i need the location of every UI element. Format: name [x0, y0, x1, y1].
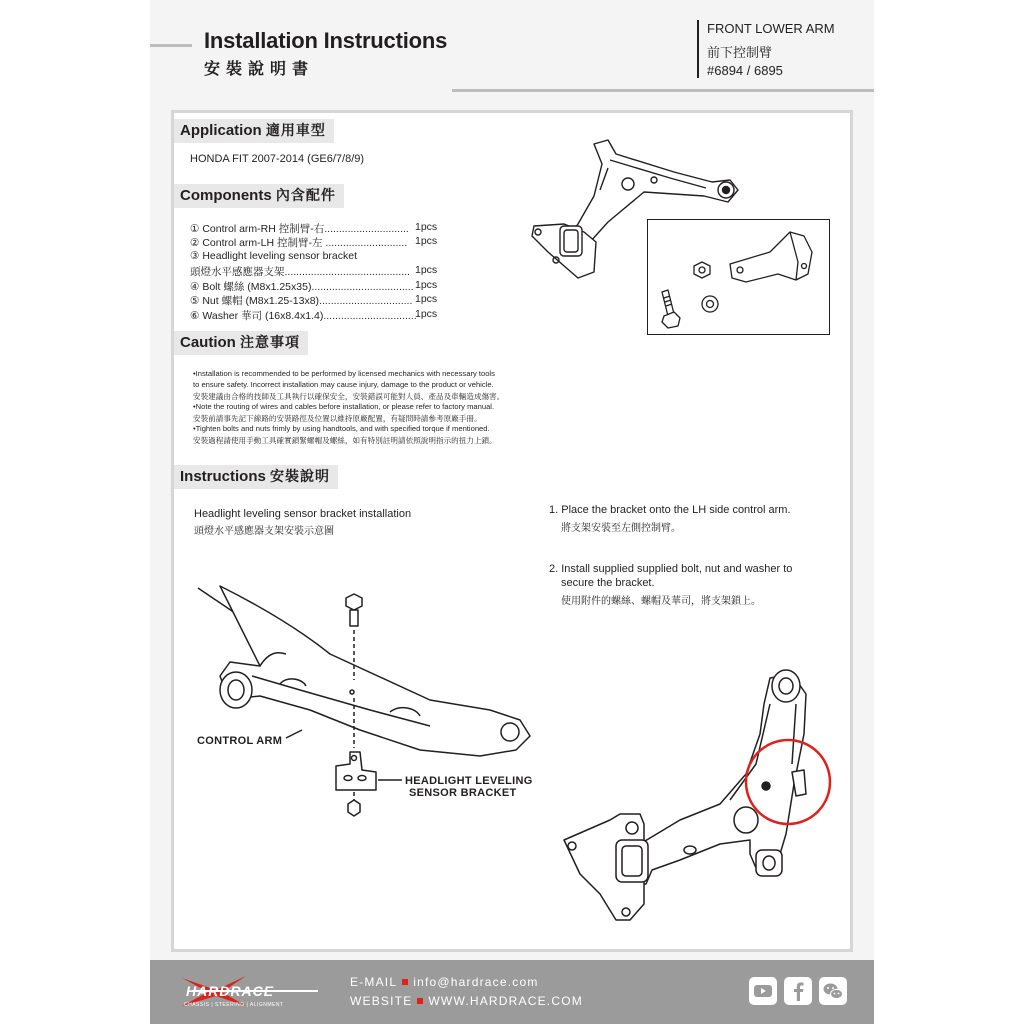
- part-numbers: #6894 / 6895: [707, 63, 783, 78]
- website-label: WEBSITE: [350, 994, 413, 1008]
- installed-diagram: [560, 664, 840, 924]
- component-qty: 1pcs: [415, 221, 438, 233]
- header-rule-left: [150, 44, 192, 47]
- caution-heading: [174, 331, 308, 355]
- caution-line: 安裝建議由合格的技師及工具執行以確保安全，安裝錯誤可能對人員、產品及車輛造成傷害。: [193, 392, 505, 401]
- caution-line: •Note the routing of wires and cables before installation, or please refer to factory manual.: [193, 402, 495, 411]
- bullet-square: [402, 979, 408, 985]
- application-heading: [174, 119, 334, 143]
- caution-line: 安裝前請事先記下線路的安裝路徑及位置以維持原廠配置，有疑問時請參考原廠手冊。: [193, 414, 482, 423]
- brand-tagline: CHASSIS | STEERING | ALIGNMENT: [184, 1002, 284, 1008]
- component-qty: 1pcs: [415, 293, 438, 305]
- instructions-heading-zh: 安裝說明: [270, 469, 331, 485]
- component-item: [190, 221, 438, 236]
- component-label: 頭燈水平感應器支架...........................................: [190, 266, 410, 278]
- component-label: ⑤ Nut 螺帽 (M8x1.25-13x8)................................: [190, 295, 413, 307]
- component-qty: 1pcs: [415, 279, 438, 291]
- application-heading-en: Application: [180, 122, 262, 139]
- component-label: ④ Bolt 螺絲 (M8x1.25x35)...................................: [190, 281, 414, 293]
- product-divider: [697, 20, 699, 78]
- component-label: ③ Headlight leveling sensor bracket: [190, 250, 358, 262]
- components-heading-en: Components: [180, 187, 272, 204]
- label-bracket-line1: HEADLIGHT LEVELING: [405, 775, 533, 787]
- application-heading-zh: 適用車型: [265, 123, 326, 139]
- step-2-text-zh: 使用附件的螺絲、螺帽及華司，將支架鎖上。: [561, 596, 761, 607]
- component-item: [190, 264, 438, 279]
- youtube-icon[interactable]: [749, 977, 777, 1005]
- page-title-zh: 安裝說明書: [204, 59, 315, 78]
- label-control-arm: CONTROL ARM: [197, 735, 283, 747]
- hardware-parts-illustration: [650, 222, 828, 332]
- product-name-zh: 前下控制臂: [707, 45, 773, 60]
- component-item: [190, 235, 438, 250]
- caution-line: •Installation is recommended to be performed by licensed mechanics with necessary tools: [193, 369, 495, 378]
- wechat-icon[interactable]: [819, 977, 847, 1005]
- component-item: [190, 250, 357, 262]
- header-rule-bottom: [452, 89, 874, 92]
- brand-name: HARDRACE: [186, 983, 275, 999]
- caution-line: •Tighten bolts and nuts frimly by using handtools, and with specified torque if mentioned.: [193, 424, 490, 433]
- components-heading-zh: 內含配件: [275, 188, 336, 204]
- component-item: [190, 279, 438, 294]
- component-qty: 1pcs: [415, 235, 438, 247]
- instructions-heading: [174, 465, 338, 489]
- step-1-text: 1. Place the bracket onto the LH side control arm.: [549, 504, 791, 516]
- diagram-caption-en: Headlight leveling sensor bracket installation: [194, 508, 412, 520]
- facebook-icon[interactable]: [784, 977, 812, 1005]
- caution-heading-zh: 注意事項: [240, 335, 300, 351]
- facebook-glyph: [784, 977, 812, 1005]
- component-label: ② Control arm-LH 控制臂-左 ............................: [190, 237, 408, 249]
- bullet-square: [417, 998, 423, 1004]
- website-link[interactable]: WWW.HARDRACE.COM: [428, 994, 583, 1008]
- label-bracket-line2: SENSOR BRACKET: [409, 787, 517, 799]
- instructions-heading-en: Instructions: [180, 468, 266, 485]
- caution-heading-en: Caution: [180, 334, 236, 351]
- component-item: [190, 293, 438, 308]
- youtube-glyph: [749, 977, 777, 1005]
- step-2-text-cont: secure the bracket.: [561, 577, 655, 589]
- step-1-text-zh: 將支架安裝至左側控制臂。: [561, 523, 681, 534]
- component-qty: 1pcs: [415, 308, 438, 320]
- email-link[interactable]: info@hardrace.com: [413, 975, 539, 989]
- component-label: ① Control arm-RH 控制臂-右.............................: [190, 223, 409, 235]
- component-item: [190, 308, 438, 323]
- diagram-caption-zh: 頭燈水平感應器支架安裝示意圖: [194, 526, 334, 537]
- vehicle-application: HONDA FIT 2007-2014 (GE6/7/8/9): [190, 153, 365, 165]
- email-label: E-MAIL: [350, 975, 398, 989]
- step-2-text: 2. Install supplied supplied bolt, nut and washer to: [549, 563, 793, 575]
- component-qty: 1pcs: [415, 264, 438, 276]
- wechat-glyph: [819, 977, 847, 1005]
- components-heading: [174, 184, 344, 208]
- footer-email-row: [350, 975, 539, 989]
- product-name-en: FRONT LOWER ARM: [707, 21, 835, 36]
- footer-website-row: [350, 994, 583, 1008]
- page-title: Installation Instructions: [204, 28, 448, 53]
- caution-line: to ensure safety. Incorrect installation may cause injury, damage to the product or vehicle.: [193, 380, 494, 389]
- caution-line: 安裝過程請使用手動工具確實鎖緊螺帽及螺絲，如有特別註明請依照說明指示的扭力上鎖。: [193, 436, 497, 445]
- component-label: ⑥ Washer 華司 (16x8.4x1.4)................................: [190, 310, 417, 322]
